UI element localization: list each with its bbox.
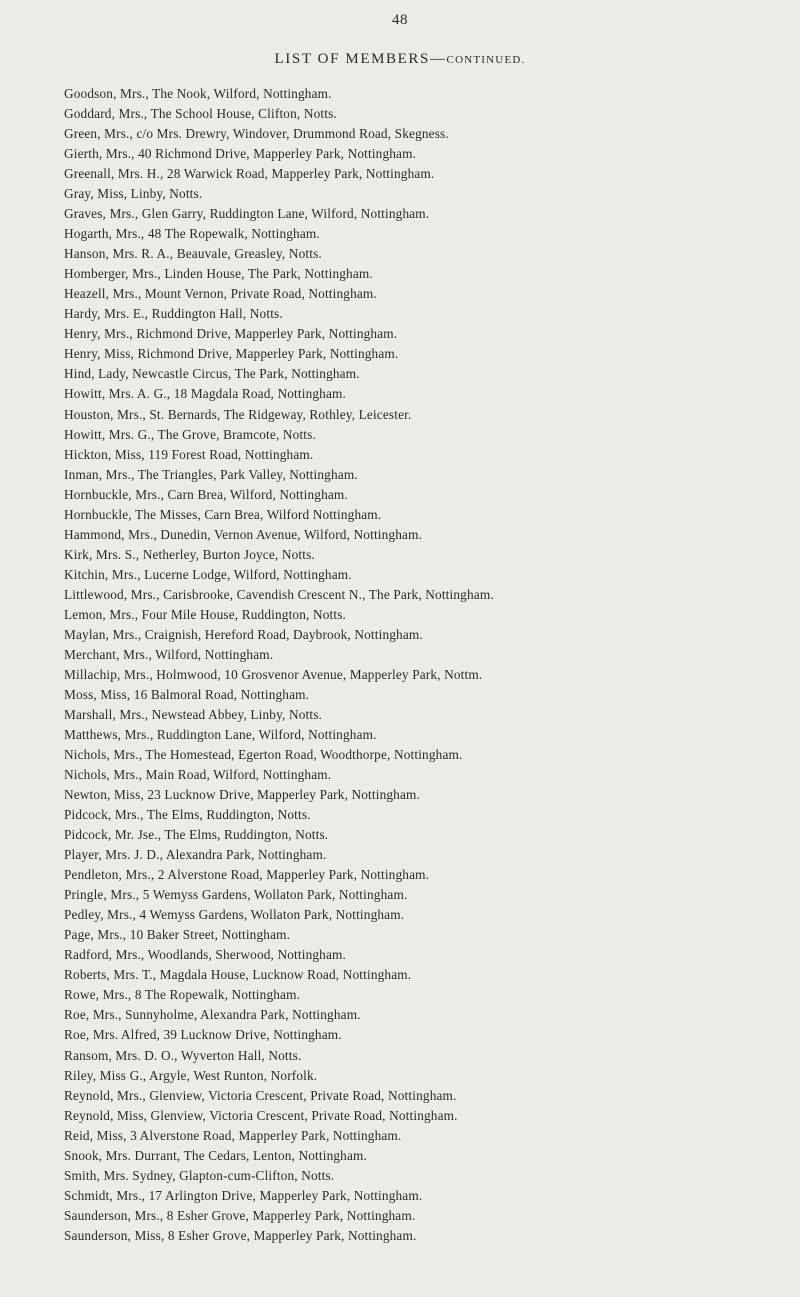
- member-entry: Hanson, Mrs. R. A., Beauvale, Greasley, Notts.: [64, 246, 322, 262]
- member-entry: Howitt, Mrs. G., The Grove, Bramcote, Notts.: [64, 426, 316, 442]
- member-entry: Hickton, Miss, 119 Forest Road, Nottingham.: [64, 446, 314, 462]
- member-entry: Pringle, Mrs., 5 Wemyss Gardens, Wollaton Park, Nottingham.: [64, 887, 408, 903]
- member-entry: Marshall, Mrs., Newstead Abbey, Linby, Notts.: [64, 706, 323, 722]
- member-entry: Littlewood, Mrs., Carisbrooke, Cavendish Crescent N., The Park, Nottingham.: [64, 586, 494, 602]
- member-entry: Ransom, Mrs. D. O., Wyverton Hall, Notts.: [64, 1047, 302, 1063]
- member-entry: Green, Mrs., c/o Mrs. Drewry, Windover, Drummond Road, Skegness.: [64, 126, 449, 142]
- member-entry: Page, Mrs., 10 Baker Street, Nottingham.: [64, 927, 291, 943]
- member-entry: Moss, Miss, 16 Balmoral Road, Nottingham.: [64, 686, 310, 702]
- member-entry: Rowe, Mrs., 8 The Ropewalk, Nottingham.: [64, 987, 301, 1003]
- member-entry: Smith, Mrs. Sydney, Glapton-cum-Clifton, Notts.: [64, 1167, 335, 1183]
- member-entry: Kitchin, Mrs., Lucerne Lodge, Wilford, Nottingham.: [64, 566, 352, 582]
- member-entry: Reynold, Miss, Glenview, Victoria Crescent, Private Road, Nottingham.: [64, 1107, 458, 1123]
- member-entry: Heazell, Mrs., Mount Vernon, Private Road, Nottingham.: [64, 286, 377, 302]
- member-entry: Greenall, Mrs. H., 28 Warwick Road, Mapperley Park, Nottingham.: [64, 166, 435, 182]
- member-entry: Player, Mrs. J. D., Alexandra Park, Nottingham.: [64, 847, 327, 863]
- member-entry: Riley, Miss G., Argyle, West Runton, Norfolk.: [64, 1067, 318, 1083]
- heading-title: LIST OF MEMBERS: [274, 51, 430, 67]
- member-entry: Pedley, Mrs., 4 Wemyss Gardens, Wollaton Park, Nottingham.: [64, 907, 405, 923]
- member-entry: Howitt, Mrs. A. G., 18 Magdala Road, Nottingham.: [64, 386, 346, 402]
- member-entry: Hammond, Mrs., Dunedin, Vernon Avenue, Wilford, Nottingham.: [64, 526, 423, 542]
- page-number: 48: [392, 12, 408, 28]
- member-entry: Pidcock, Mr. Jse., The Elms, Ruddington, Notts.: [64, 827, 329, 843]
- page-heading: [0, 51, 800, 68]
- heading-dash: —: [429, 51, 447, 67]
- member-entry: Roe, Mrs., Sunnyholme, Alexandra Park, Nottingham.: [64, 1007, 361, 1023]
- members-list: [64, 84, 798, 1246]
- member-entry: Radford, Mrs., Woodlands, Sherwood, Nottingham.: [64, 947, 346, 963]
- member-entry: Hind, Lady, Newcastle Circus, The Park, Nottingham.: [64, 366, 360, 382]
- member-entry: Newton, Miss, 23 Lucknow Drive, Mapperley Park, Nottingham.: [64, 787, 420, 803]
- heading-continued: CONTINUED.: [446, 54, 526, 66]
- member-entry: Saunderson, Mrs., 8 Esher Grove, Mapperley Park, Nottingham.: [64, 1207, 416, 1223]
- member-entry: Maylan, Mrs., Craignish, Hereford Road, Daybrook, Nottingham.: [64, 626, 423, 642]
- member-entry: Hornbuckle, Mrs., Carn Brea, Wilford, Nottingham.: [64, 486, 348, 502]
- member-entry: Nichols, Mrs., The Homestead, Egerton Road, Woodthorpe, Nottingham.: [64, 747, 463, 763]
- member-entry: Reynold, Mrs., Glenview, Victoria Crescent, Private Road, Nottingham.: [64, 1087, 457, 1103]
- member-entry: Hogarth, Mrs., 48 The Ropewalk, Nottingham.: [64, 226, 320, 242]
- member-entry: Hardy, Mrs. E., Ruddington Hall, Notts.: [64, 306, 283, 322]
- member-entry: Saunderson, Miss, 8 Esher Grove, Mapperley Park, Nottingham.: [64, 1227, 417, 1243]
- member-entry: Hornbuckle, The Misses, Carn Brea, Wilford Nottingham.: [64, 506, 382, 522]
- member-entry: Kirk, Mrs. S., Netherley, Burton Joyce, Notts.: [64, 546, 315, 562]
- member-entry: Goodson, Mrs., The Nook, Wilford, Nottingham.: [64, 86, 332, 101]
- member-entry: Inman, Mrs., The Triangles, Park Valley, Nottingham.: [64, 466, 358, 482]
- member-entry: Reid, Miss, 3 Alverstone Road, Mapperley Park, Nottingham.: [64, 1127, 402, 1143]
- member-entry: Schmidt, Mrs., 17 Arlington Drive, Mapperley Park, Nottingham.: [64, 1187, 423, 1203]
- member-entry: Graves, Mrs., Glen Garry, Ruddington Lane, Wilford, Nottingham.: [64, 206, 430, 222]
- member-entry: Henry, Miss, Richmond Drive, Mapperley Park, Nottingham.: [64, 346, 399, 362]
- member-entry: Gierth, Mrs., 40 Richmond Drive, Mapperley Park, Nottingham.: [64, 146, 417, 162]
- member-entry: Pidcock, Mrs., The Elms, Ruddington, Notts.: [64, 807, 311, 823]
- member-entry: Millachip, Mrs., Holmwood, 10 Grosvenor Avenue, Mapperley Park, Nottm.: [64, 666, 483, 682]
- member-entry: Merchant, Mrs., Wilford, Nottingham.: [64, 646, 274, 662]
- member-entry: Homberger, Mrs., Linden House, The Park, Nottingham.: [64, 266, 373, 282]
- member-entry: Snook, Mrs. Durrant, The Cedars, Lenton, Nottingham.: [64, 1147, 367, 1163]
- member-entry: Gray, Miss, Linby, Notts.: [64, 186, 203, 202]
- member-entry: Pendleton, Mrs., 2 Alverstone Road, Mapperley Park, Nottingham.: [64, 867, 430, 883]
- member-entry: Henry, Mrs., Richmond Drive, Mapperley Park, Nottingham.: [64, 326, 398, 342]
- member-entry: Nichols, Mrs., Main Road, Wilford, Nottingham.: [64, 767, 332, 783]
- member-entry: Matthews, Mrs., Ruddington Lane, Wilford, Nottingham.: [64, 727, 377, 742]
- member-entry: Lemon, Mrs., Four Mile House, Ruddington, Notts.: [64, 606, 346, 622]
- member-entry: Roberts, Mrs. T., Magdala House, Lucknow Road, Nottingham.: [64, 967, 412, 983]
- member-entry: Goddard, Mrs., The School House, Clifton, Notts.: [64, 106, 337, 122]
- member-entry: Roe, Mrs. Alfred, 39 Lucknow Drive, Nottingham.: [64, 1027, 342, 1043]
- member-entry: Houston, Mrs., St. Bernards, The Ridgeway, Rothley, Leicester.: [64, 406, 412, 422]
